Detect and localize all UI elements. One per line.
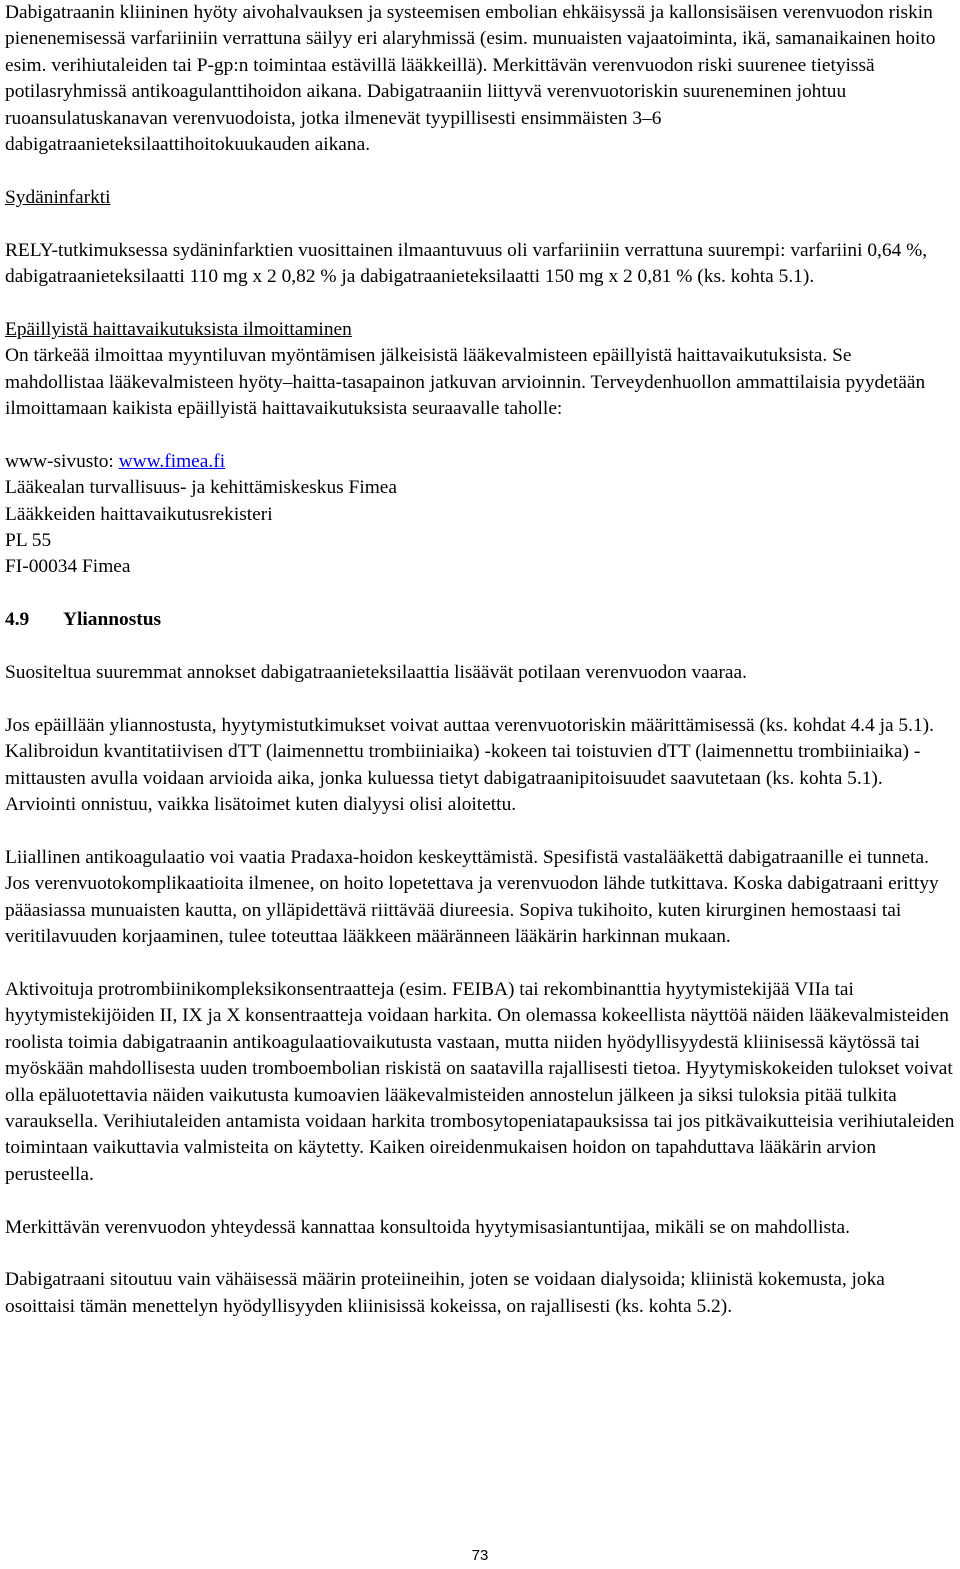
section-heading bbox=[5, 607, 955, 633]
mi-paragraph: RELY-tutkimuksessa sydäninfarktien vuosittainen ilmaantuvuus oli varfariiniin verrattuna suurempi: varfariini 0,64 %, dabigatraanieteksilaatti 110 mg x 2 0,82 % ja dabigatraanieteksilaatti 150 mg x 2 0,81 % (ks. kohta 5.1). bbox=[5, 239, 928, 288]
overdose-paragraph: Suositeltua suuremmat annokset dabigatraanieteksilaattia lisäävät potilaan verenvuodon vaaraa. bbox=[5, 662, 747, 684]
overdose-paragraph: Merkittävän verenvuodon yhteydessä kannattaa konsultoida hyytymisasiantuntijaa, mikäli se on mahdollista. bbox=[5, 1216, 850, 1238]
document-page bbox=[5, 0, 955, 1320]
reporting-subheading: Epäillyistä haittavaikutuksista ilmoittaminen bbox=[5, 318, 352, 340]
contact-website bbox=[5, 449, 955, 475]
section-title: Yliannostus bbox=[63, 609, 162, 631]
overdose-paragraph: Jos epäillään yliannostusta, hyytymistutkimukset voivat auttaa verenvuotoriskin määrittämisessä (ks. kohdat 4.4 ja 5.1). Kalibroidun kvantitatiivisen dTT (laimennettu trombiiniaika) -kokeen tai toistuvien dTT (laimennettu trombiiniaika) -mittausten avulla voidaan arvioida aika, jonka kuluessa tietyt dabigatraanipitoisuudet saavutetaan (ks. kohta 5.1). Arviointi onnistuu, vaikka lisätoimet kuten dialyysi olisi aloitettu. bbox=[5, 714, 934, 816]
overdose-paragraph: Aktivoituja protrombiinikompleksikonsentraatteja (esim. FEIBA) tai rekombinanttia hyytymistekijää VIIa tai hyytymistekijöiden II, IX ja X konsentraatteja voidaan harkita. On olemassa kokeellista näyttöä näiden lääkevalmisteiden roolista toimia dabigatraanin antikoagulaatiovaikutusta vastaan, mutta niiden hyödyllisyydestä kliinisessä käytössä tai myöskään mahdollisesta uuden tromboembolian riskistä on saatavilla rajallisesti tietoa. Hyytymiskokeiden tulokset voivat olla epäluotettavia näiden vaikutusta kumoavien lääkevalmisteiden annostelun jälkeen ja siksi tuloksia pitää tulkita varauksella. Verihiutaleiden antamista voidaan harkita trombosytopeniatapauksissa tai jos pitkävaikutteisia verihiutaleiden toimintaan vaikuttavia valmisteita on käytetty. Kaiken oireidenmukaisen hoidon on tapahduttava lääkärin arvion perusteella. bbox=[5, 978, 955, 1185]
page-number: 73 bbox=[471, 1547, 489, 1564]
website-label: www-sivusto: bbox=[5, 450, 119, 472]
contact-line-postal: FI-00034 Fimea bbox=[5, 556, 131, 578]
contact-line-register: Lääkkeiden haittavaikutusrekisteri bbox=[5, 503, 273, 525]
overdose-paragraph: Liiallinen antikoagulaatio voi vaatia Pradaxa-hoidon keskeyttämistä. Spesifistä vastalääkettä dabigatraanille ei tunneta. Jos verenvuotokomplikaatioita ilmenee, on hoito lopetettava ja verenvuodon lähde tutkittava. Koska dabigatraani erittyy pääasiassa munuaisten kautta, on ylläpidettävä riittävää diureesia. Sopiva tukihoito, kuten kirurginen hemostaasi tai veritilavuuden korjaaminen, tulee toteuttaa lääkkeen määränneen lääkärin harkinnan mukaan. bbox=[5, 846, 939, 948]
overdose-paragraph: Dabigatraani sitoutuu vain vähäisessä määrin proteiineihin, joten se voidaan dialysoida; kliinistä kokemusta, joka osoittaisi tämän menettelyn hyödyllisyyden kliinisissä kokeissa, on rajallisesti (ks. kohta 5.2). bbox=[5, 1269, 885, 1317]
intro-paragraph: Dabigatraanin kliininen hyöty aivohalvauksen ja systeemisen embolian ehkäisyssä ja kallonsisäisen verenvuodon riskin pienenemisessä varfariiniin verrattuna säilyy eri alaryhmissä (esim. munuaisten vajaatoiminta, ikä, samanaikainen hoito esim. verihiutaleiden tai P-gp:n toimintaa estävillä lääkkeillä). Merkittävän verenvuodon riski suurenee tietyissä potilasryhmissä antikoagulanttihoidon aikana. Dabigatraaniin liittyvä verenvuotoriskin suureneminen johtuu ruoansulatuskanavan verenvuodoista, jotka ilmenevät tyypillisesti ensimmäisten 3–6 dabigatraanieteksilaattihoitokuukauden aikana. bbox=[5, 2, 936, 156]
mi-subheading: Sydäninfarkti bbox=[5, 186, 111, 208]
contact-line-agency: Lääkealan turvallisuus- ja kehittämiskeskus Fimea bbox=[5, 477, 398, 499]
contact-line-pobox: PL 55 bbox=[5, 530, 52, 552]
section-number: 4.9 bbox=[5, 609, 30, 631]
fimea-link[interactable]: www.fimea.fi bbox=[118, 450, 226, 472]
reporting-paragraph: On tärkeää ilmoittaa myyntiluvan myöntämisen jälkeisistä lääkevalmisteen epäillyistä haittavaikutuksista. Se mahdollistaa lääkevalmisteen hyöty–haitta-tasapainon jatkuvan arvioinnin. Terveydenhuollon ammattilaisia pyydetään ilmoittamaan kaikista epäillyistä haittavaikutuksista seuraavalle taholle: bbox=[5, 345, 926, 420]
